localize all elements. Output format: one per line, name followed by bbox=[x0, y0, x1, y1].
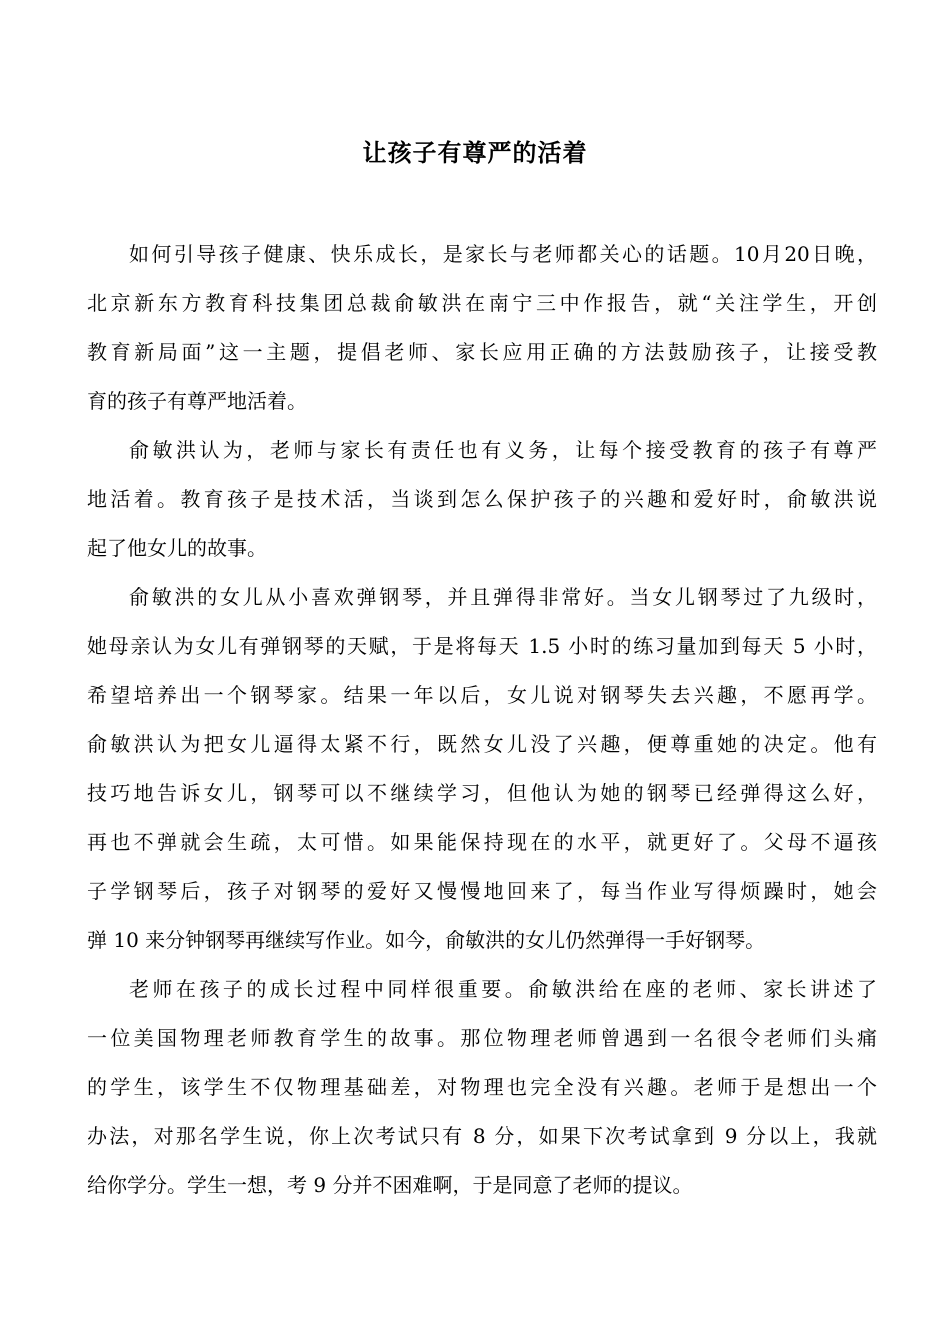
paragraph-4 bbox=[87, 965, 877, 1210]
paragraph-line: 教育新局面”这一主题，提倡老师、家长应用正确的方法鼓励孩子，让接受教 bbox=[87, 340, 877, 364]
paragraph-line: 俞敏洪认为把女儿逼得太紧不行，既然女儿没了兴趣，便尊重她的决定。他有 bbox=[87, 732, 877, 756]
paragraph-line: 她母亲认为女儿有弹钢琴的天赋，于是将每天 1.5 小时的练习量加到每天 5 小时， bbox=[87, 634, 877, 658]
document-title: 让孩子有尊严的活着 bbox=[362, 138, 588, 167]
paragraph-line: 一位美国物理老师教育学生的故事。那位物理老师曾遇到一名很令老师们头痛 bbox=[87, 1026, 877, 1050]
paragraph-line: 给你学分。学生一想，考 9 分并不困难啊，于是同意了老师的提议。 bbox=[87, 1173, 693, 1197]
paragraph-line: 再也不弹就会生疏，太可惜。如果能保持现在的水平，就更好了。父母不逼孩 bbox=[87, 830, 877, 854]
paragraph-line: 育的孩子有尊严地活着。 bbox=[87, 389, 307, 413]
paragraph-line: 北京新东方教育科技集团总裁俞敏洪在南宁三中作报告，就“关注学生，开创 bbox=[87, 291, 877, 315]
paragraph-line: 起了他女儿的故事。 bbox=[87, 536, 267, 560]
paragraph-line: 俞敏洪的女儿从小喜欢弹钢琴，并且弹得非常好。当女儿钢琴过了九级时， bbox=[129, 585, 877, 609]
paragraph-line: 办法，对那名学生说，你上次考试只有 8 分，如果下次考试拿到 9 分以上，我就 bbox=[87, 1124, 877, 1148]
paragraph-3 bbox=[87, 573, 877, 965]
paragraph-line: 俞敏洪认为，老师与家长有责任也有义务，让每个接受教育的孩子有尊严 bbox=[129, 438, 877, 462]
paragraph-line: 地活着。教育孩子是技术活，当谈到怎么保护孩子的兴趣和爱好时，俞敏洪说 bbox=[87, 487, 877, 511]
paragraph-line: 子学钢琴后，孩子对钢琴的爱好又慢慢地回来了，每当作业写得烦躁时，她会 bbox=[87, 879, 877, 903]
paragraph-1 bbox=[87, 230, 877, 426]
paragraph-line: 弹 10 来分钟钢琴再继续写作业。如今，俞敏洪的女儿仍然弹得一手好钢琴。 bbox=[87, 928, 766, 952]
paragraph-line: 希望培养出一个钢琴家。结果一年以后，女儿说对钢琴失去兴趣，不愿再学。 bbox=[87, 683, 877, 707]
paragraph-line: 老师在孩子的成长过程中同样很重要。俞敏洪给在座的老师、家长讲述了 bbox=[129, 977, 877, 1001]
paragraph-line: 技巧地告诉女儿，钢琴可以不继续学习，但他认为她的钢琴已经弹得这么好， bbox=[87, 781, 877, 805]
document-body bbox=[87, 230, 877, 1210]
paragraph-2 bbox=[87, 426, 877, 573]
paragraph-line: 如何引导孩子健康、快乐成长，是家长与老师都关心的话题。10月20日晚， bbox=[129, 242, 877, 266]
paragraph-line: 的学生，该学生不仅物理基础差，对物理也完全没有兴趣。老师于是想出一个 bbox=[87, 1075, 877, 1099]
